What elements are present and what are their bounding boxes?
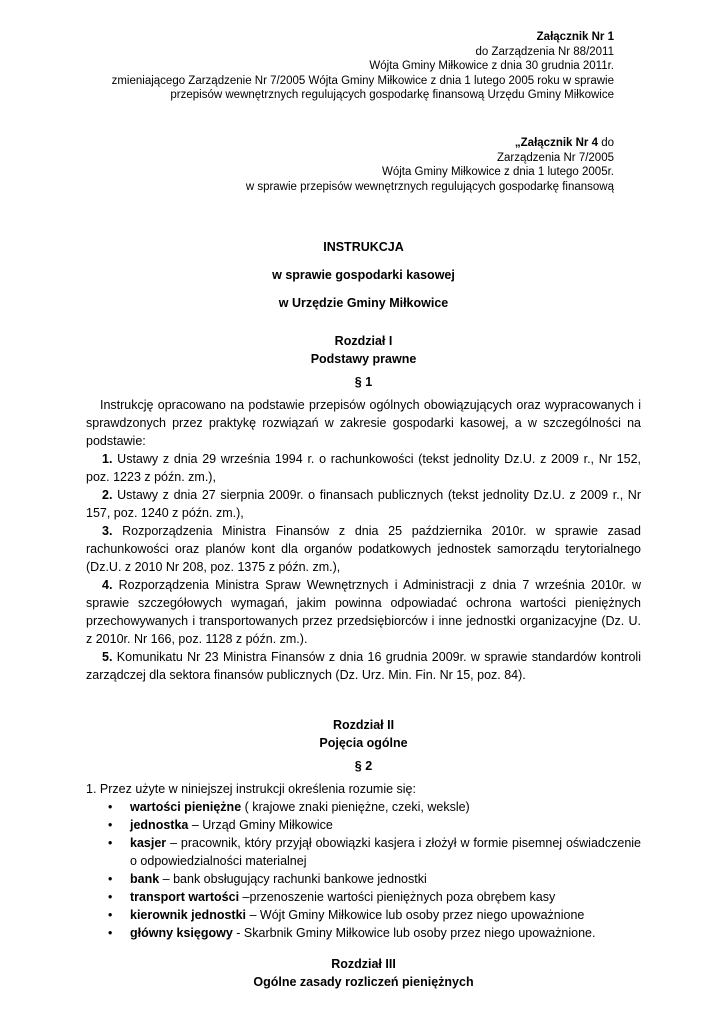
definition-text: –przenoszenie wartości pieniężnych poza obrębem kasy: [239, 890, 556, 904]
chapter-1: [86, 332, 641, 684]
legal-basis-item: [86, 486, 641, 522]
item-text: Ustawy z dnia 27 sierpnia 2009r. o finansach publicznych (tekst jednolity Dz.U. z 2009 r., Nr 157, poz. 1240 z późn. zm.),: [86, 488, 641, 520]
definition-text: – bank obsługujący rachunki bankowe jednostki: [159, 872, 427, 886]
definition-item: [86, 888, 641, 906]
item-text: Komunikatu Nr 23 Ministra Finansów z dnia 16 grudnia 2009r. w sprawie standardów kontroli zarządczej dla sektora finansów publicznych (Dz. Urz. Min. Fin. Nr 15, poz. 84).: [86, 650, 641, 682]
chapter-subheading: Podstawy prawne: [310, 352, 417, 366]
definition-term: kasjer: [130, 836, 167, 850]
bullet-icon: •: [108, 890, 113, 904]
original-attachment-title-bold: „Załącznik Nr 4: [514, 137, 598, 149]
item-text: Ustawy z dnia 29 września 1994 r. o rachunkowości (tekst jednolity Dz.U. z 2009 r., Nr 152, poz. 1223 z późn. zm.),: [86, 452, 641, 484]
original-attachment-line: Zarządzenia Nr 7/2005: [497, 151, 614, 164]
definition-item: [86, 834, 641, 870]
attachment-line: Wójta Gminy Miłkowice z dnia 30 grudnia 2011r.: [369, 60, 614, 72]
definition-term: bank: [130, 872, 160, 886]
bullet-icon: •: [108, 836, 113, 850]
title-line: w Urzędzie Gminy Miłkowice: [278, 296, 449, 310]
legal-basis-item: [86, 576, 641, 648]
item-number: 5.: [102, 650, 113, 664]
legal-basis-item: [86, 522, 641, 576]
definition-term: główny księgowy: [130, 926, 233, 940]
attachment-line: zmieniającego Zarządzenie Nr 7/2005 Wójta Gminy Miłkowice z dnia 1 lutego 2005 roku w sprawie: [111, 74, 614, 87]
document-title: [86, 240, 641, 324]
bullet-icon: •: [108, 872, 113, 886]
chapter-3: [86, 955, 641, 991]
chapter-heading: Rozdział I: [334, 334, 393, 348]
definition-item: [86, 816, 641, 834]
legal-basis-item: [86, 648, 641, 684]
definition-term: transport wartości: [130, 890, 240, 904]
definition-item: [86, 870, 641, 888]
item-number: 1.: [102, 452, 113, 466]
item-text: Rozporządzenia Ministra Spraw Wewnętrznych i Administracji z dnia 7 września 2010r. w sprawie szczegółowych wymagań, jakim powinna odpowiadać ochrona wartości pieniężnych przechowywanych i transportowanych przez przedsiębiorców i inne jednostki organizacyjne (Dz. U. z 2010r. Nr 166, poz. 1128 z późn. zm.).: [86, 578, 641, 646]
original-attachment-title-suffix: do: [598, 137, 614, 149]
title-line: w sprawie gospodarki kasowej: [272, 268, 455, 282]
bullet-icon: •: [108, 818, 113, 832]
definition-item: [86, 924, 641, 942]
section-mark: § 1: [354, 375, 373, 389]
bullet-icon: •: [108, 926, 113, 940]
attachment-line: przepisów wewnętrznych regulujących gospodarkę finansową Urzędu Gminy Miłkowice: [170, 89, 614, 101]
chapter-heading: Rozdział III: [331, 957, 396, 971]
original-attachment-title: [74, 136, 614, 151]
original-attachment-line: Wójta Gminy Miłkowice z dnia 1 lutego 2005r.: [381, 166, 614, 178]
chapter-subheading: Pojęcia ogólne: [319, 736, 408, 750]
item-number: 4.: [102, 578, 113, 592]
item-number: 3.: [102, 524, 113, 538]
original-attachment-header: [74, 136, 614, 194]
bullet-icon: •: [108, 800, 113, 814]
chapter-subheading: Ogólne zasady rozliczeń pieniężnych: [253, 975, 474, 989]
attachment-header: [74, 30, 614, 103]
chapter-intro: Instrukcję opracowano na podstawie przepisów ogólnych obowiązujących oraz wypracowanych i sprawdzonych przez praktykę rozwiązań w zakresie gospodarki kasowej, a w szczególności na podstawie:: [86, 398, 641, 448]
definition-item: [86, 798, 641, 816]
legal-basis-item: [86, 450, 641, 486]
original-attachment-line: w sprawie przepisów wewnętrznych regulujących gospodarkę finansową: [245, 180, 614, 193]
chapter-intro: 1. Przez użyte w niniejszej instrukcji określenia rozumie się:: [86, 782, 416, 796]
definition-text: - Skarbnik Gminy Miłkowice lub osoby przez niego upoważnione.: [232, 926, 596, 940]
item-text: Rozporządzenia Ministra Finansów z dnia 25 października 2010r. w sprawie zasad rachunkowości oraz planów kont dla organów podatkowych jednostek samorządu terytorialnego (Dz.U. z 2010 Nr 208, poz. 1375 z późn. zm.),: [86, 524, 641, 574]
definition-text: – pracownik, który przyjął obowiązki kasjera i złożył w formie pisemnej oświadczenie o odpowiedzialności materialnej: [130, 836, 641, 868]
bullet-icon: •: [108, 908, 113, 922]
definition-term: jednostka: [130, 818, 189, 832]
definition-item: [86, 906, 641, 924]
attachment-title: Załącznik Nr 1: [536, 31, 614, 43]
chapter-heading: Rozdział II: [332, 718, 395, 732]
definition-term: kierownik jednostki: [130, 908, 247, 922]
title-line: INSTRUKCJA: [323, 240, 404, 254]
item-number: 2.: [102, 488, 113, 502]
definitions-list: [86, 798, 641, 942]
definition-text: – Wójt Gminy Miłkowice lub osoby przez niego upoważnione: [246, 908, 585, 922]
attachment-line: do Zarządzenia Nr 88/2011: [475, 45, 614, 58]
definition-text: ( krajowe znaki pieniężne, czeki, weksle): [241, 800, 470, 814]
section-mark: § 2: [354, 759, 373, 773]
definition-text: – Urząd Gminy Miłkowice: [188, 818, 333, 832]
chapter-2: [86, 716, 641, 942]
definition-term: wartości pieniężne: [130, 800, 242, 814]
